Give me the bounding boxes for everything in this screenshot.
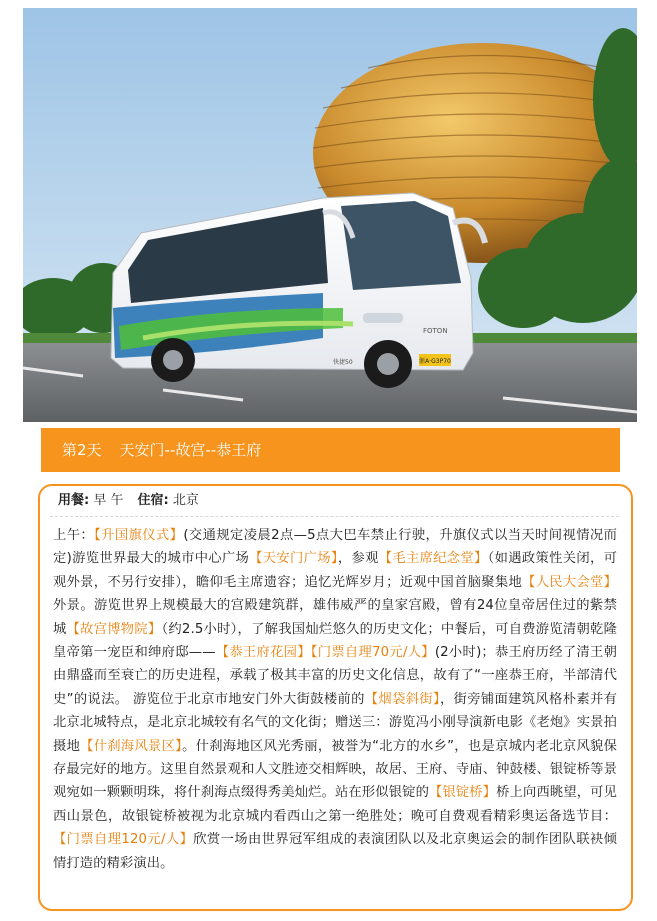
text-run: (交通规定凌晨2点—5点大巴车禁止行驶，升旗仪式以当天时间视情况而定)游览世界最大的城市中心广场: [53, 528, 617, 567]
stay-value: 北京: [172, 493, 199, 508]
bus-plate-text: 浙A·G3P70: [419, 358, 451, 365]
highlight-attraction: 【天安门广场】: [249, 551, 338, 567]
text-run: 上午：: [53, 528, 95, 543]
day-number: 第2天: [62, 441, 102, 459]
highlight-attraction: 【烟袋斜街】: [364, 691, 440, 707]
meal-value: 早 午: [93, 493, 124, 508]
bus-logo-text: FOTON: [423, 327, 448, 335]
text-run: 欣赏一场由世界冠军组成的表演团队以及北京奥运会的制作团队联袂倾情打造的精彩演出。: [53, 832, 617, 871]
meal-label: 用餐:: [58, 493, 90, 508]
tour-bus-photo: [23, 8, 637, 422]
highlight-attraction: 【银锭桥】: [429, 785, 497, 801]
meal-stay-row: [50, 486, 619, 517]
highlight-attraction: 【门票自理120元/人】: [53, 832, 194, 848]
day-route: 天安门--故宫--恭王府: [119, 441, 262, 459]
text-run: 外景。游览世界上规模最大的宫殿建筑群，雄伟威严的皇家宫殿，曾有24位皇帝居住过的紫禁城: [53, 598, 617, 637]
day-header: [41, 428, 620, 472]
highlight-attraction: 【故宫博物院】: [66, 621, 162, 637]
text-run: （如遇政策性关闭，可观外景，不另行安排），瞻仰毛主席遗容；追忆光辉岁月；近观中国首脑聚集地: [53, 551, 617, 590]
highlight-attraction: 【人民大会堂】: [522, 574, 617, 590]
text-run: ，参观: [337, 551, 379, 567]
highlight-attraction: 【什刹海风景区】: [80, 738, 183, 754]
stay-label: 住宿:: [137, 493, 169, 508]
bus-route-text: 快捷50: [333, 359, 353, 366]
text-run: ，街旁铺面建筑风格朴素并有北京北城特点，是北京北城较有名气的文化街；赠送三：游览冯小刚导演新电影《老炮》实景拍摄地: [53, 691, 617, 754]
highlight-attraction: 【毛主席纪念堂】: [378, 551, 488, 567]
text-run: （约2.5小时），了解我国灿烂悠久的历史文化；中餐后，可自费游览清朝乾隆皇帝第一宠臣和绅府邸——: [53, 621, 617, 661]
highlight-attraction: 【升国旗仪式】: [94, 528, 184, 543]
highlight-attraction: 【恭王府花园】【门票自理70元/人】: [215, 645, 435, 661]
text-run: 。什刹海地区风光秀丽，被誉为“北方的水乡”，也是京城内老北京风貌保存最完好的地方。这里自然景观和人文胜迹交相辉映，故居、王府、寺庙、钟鼓楼、银锭桥等景观宛如一颗颗明珠，将什刹海点缀得秀美灿烂。站在形似银锭的: [53, 738, 618, 801]
itinerary-card: [38, 484, 633, 911]
itinerary-description: [53, 524, 617, 875]
text-run: 桥上向西眺望，可见西山景色，故银锭桥被视为北京城内看西山之第一绝胜处；晚可自费观看精彩奥运备选节目：: [53, 785, 617, 824]
text-run: (2小时)；恭王府历经了清王朝由鼎盛而至衰亡的历史进程，承载了极其丰富的历史文化信息，故有了“一座恭王府，半部清代史”的说法。 游览位于北京市地安门外大街鼓楼前的: [53, 645, 617, 707]
